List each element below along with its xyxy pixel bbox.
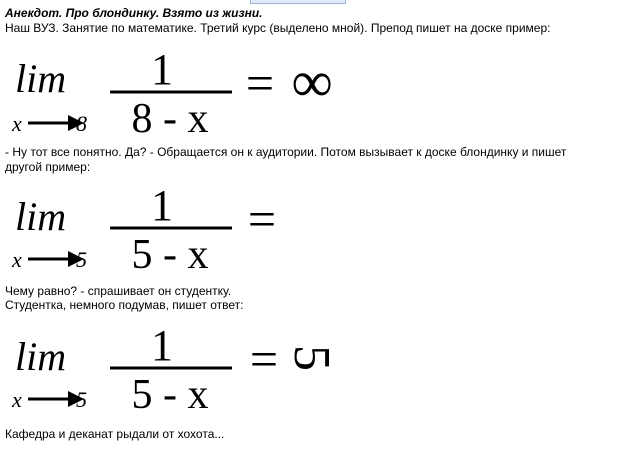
subscript-var: x xyxy=(12,247,22,272)
story-question-text: Чему равно? - спрашивает он студентку. xyxy=(5,284,232,298)
lim-text: lim xyxy=(15,334,67,379)
fraction-numerator: 1 xyxy=(151,181,173,230)
equals-sign: = xyxy=(245,55,275,111)
story-ending-text: Кафедра и деканат рыдали от хохота... xyxy=(5,427,225,441)
lim-text: lim xyxy=(15,194,67,239)
subscript-limit: 5 xyxy=(76,247,87,272)
rotated-five-answer: 5 xyxy=(283,345,340,371)
page-title: Анекдот. Про блондинку. Взято из жизни. xyxy=(5,6,263,20)
fraction-numerator: 1 xyxy=(151,321,173,370)
formula-limit-question xyxy=(10,178,350,278)
subscript-limit: 5 xyxy=(76,387,87,412)
formula-2-svg xyxy=(10,178,350,278)
subscript-var: x xyxy=(12,111,22,136)
formula-3-svg xyxy=(10,318,350,418)
fraction-denominator: 5 - x xyxy=(131,372,209,418)
story-answer-text: Студентка, немного подумав, пишет ответ: xyxy=(5,298,244,312)
story-second-text-2: другой пример: xyxy=(5,160,91,174)
formula-1-svg xyxy=(10,44,350,144)
fraction-numerator: 1 xyxy=(151,45,173,94)
fraction-denominator: 8 - x xyxy=(131,96,209,142)
formula-limit-infinity xyxy=(10,44,350,144)
story-intro-text: Наш ВУЗ. Занятие по математике. Третий курс (выделено мной). Препод пишет на доске пример: xyxy=(5,21,551,35)
subscript-limit: 8 xyxy=(76,111,87,136)
lim-text: lim xyxy=(15,56,67,101)
equals-sign: = xyxy=(249,331,279,387)
subscript-var: x xyxy=(12,387,22,412)
infinity-symbol: ∞ xyxy=(291,49,333,114)
equals-sign: = xyxy=(247,191,277,247)
story-second-text-1: - Ну тот все понятно. Да? - Обращается он к аудитории. Потом вызывает к доске блондинку и пишет xyxy=(5,145,567,159)
top-tab-fragment xyxy=(250,0,346,4)
formula-limit-answer xyxy=(10,318,350,418)
fraction-denominator: 5 - x xyxy=(131,232,209,278)
